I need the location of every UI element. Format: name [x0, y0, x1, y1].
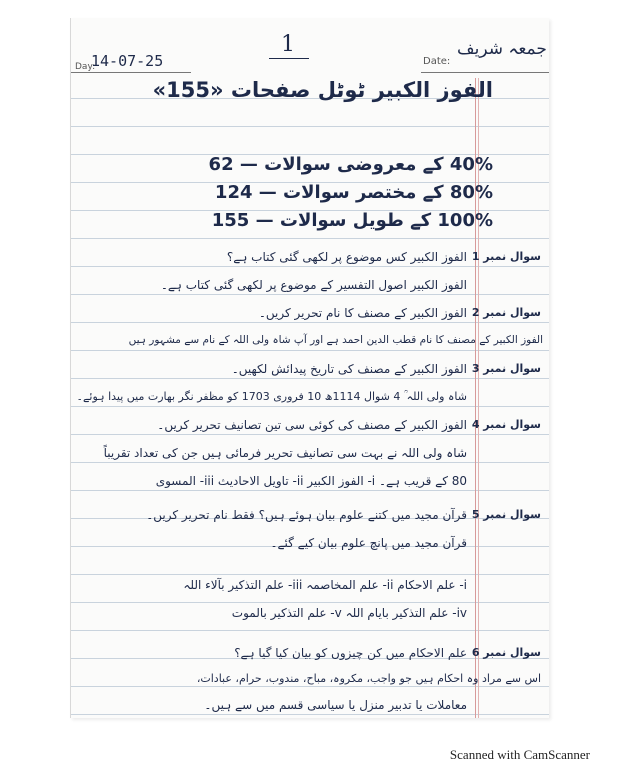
answer-text: اس سے مراد وہ احکام ہیں جو واجب، مکروہ، مباح، مندوب، حرام، عبادات، [196, 672, 541, 685]
answer-text: iv- علم التذکیر بایام اللہ v- علم التذکیر بالموت [231, 606, 467, 620]
question-text: الفوز الکبیر کے مصنف کا نام تحریر کریں۔ [258, 306, 467, 320]
answer-text: i- علم الاحکام ii- علم المخاصمہ iii- علم التذکیر بآلاء اللہ [183, 578, 467, 592]
question-text: الفوز الکبیر کس موضوع پر لکھی گئی کتاب ہے؟ [226, 250, 467, 264]
answer-text: 80 کے قریب ہے۔ i- الفوز الکبیر ii- تاویل الاحادیث iii- المسوی [155, 474, 467, 488]
stat-line: 40% کے معروضی سوالات — 62 [208, 154, 493, 175]
answer-text: شاہ ولی اللہ ؒ 4 شوال 1114ھ 10 فروری 1703 کو مظفر نگر بھارت میں پیدا ہوئے۔ [76, 390, 467, 403]
question-label: سوال نمبر 3 [471, 362, 541, 375]
date-label: Date: [423, 56, 451, 67]
question-label: سوال نمبر 1 [471, 250, 541, 263]
page-number-underline [269, 58, 309, 59]
date-line [421, 72, 549, 73]
stat-line: 100% کے طویل سوالات — 155 [211, 210, 493, 231]
page-number: 1 [281, 32, 295, 57]
question-label: سوال نمبر 6 [471, 646, 541, 659]
question-text: الفوز الکبیر کے مصنف کی کوئی سی تین تصانیف تحریر کریں۔ [157, 418, 467, 432]
question-label: سوال نمبر 4 [471, 418, 541, 431]
answer-text: شاہ ولی اللہ نے بہت سی تصانیف تحریر فرمائی ہیں جن کی تعداد تقریباً [103, 446, 467, 460]
question-label: سوال نمبر 2 [471, 306, 541, 319]
question-text: الفوز الکبیر کے مصنف کی تاریخ پیدائش لکھیں۔ [231, 362, 467, 376]
top-right-heading: جمعہ شریف [457, 39, 547, 59]
day-line [71, 72, 191, 73]
question-text: قرآن مجید میں کتنے علوم بیان ہوئے ہیں؟ فقط نام تحریر کریں۔ [146, 508, 467, 522]
question-text: علم الاحکام میں کن چیزوں کو بیان کیا گیا ہے؟ [234, 646, 467, 660]
answer-text: الفوز الکبیر کے مصنف کا نام قطب الدین احمد ہے اور آپ شاہ ولی اللہ کے نام سے مشہور ہیں [128, 334, 543, 346]
day-label: Day: [75, 62, 96, 72]
stat-line: 80% کے مختصر سوالات — 124 [214, 182, 493, 203]
answer-text: معاملات یا تدبیر منزل یا سیاسی قسم میں سے ہیں۔ [204, 698, 467, 712]
page-title: الفوز الکبیر ٹوٹل صفحات «155» [152, 78, 493, 102]
scanner-watermark: Scanned with CamScanner [449, 747, 590, 762]
answer-text: قرآن مجید میں پانچ علوم بیان کیے گئے۔ [270, 536, 467, 550]
notebook-page [70, 18, 549, 718]
day-value: 14-07-25 [91, 52, 164, 70]
answer-text: الفوز الکبیر اصول التفسیر کے موضوع پر لکھی گئی کتاب ہے۔ [160, 278, 467, 292]
question-label: سوال نمبر 5 [471, 508, 541, 521]
